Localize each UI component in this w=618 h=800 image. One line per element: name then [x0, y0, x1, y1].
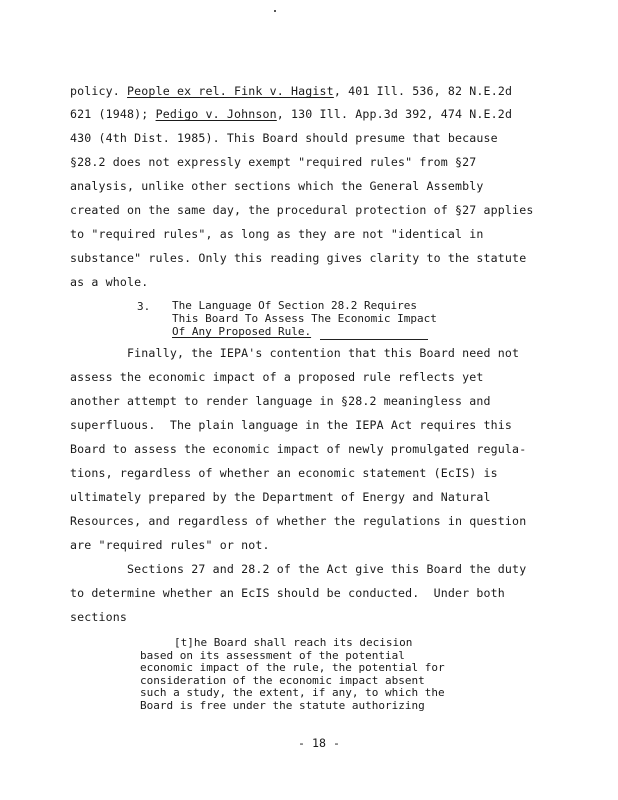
quote-line: [t]he Board shall reach its decision — [174, 636, 413, 649]
body-text: , 401 Ill. 536, 82 N.E.2d — [333, 84, 513, 98]
page-number: - 18 - — [298, 736, 340, 750]
body-line — [70, 251, 526, 265]
quote-line: based on its assessment of the potential — [140, 648, 405, 662]
heading-rule — [320, 339, 428, 340]
section-title-line: This Board To Assess The Economic Impact — [172, 312, 437, 325]
body-text: §28.2 does not expressly exempt "required rules" from §27 — [70, 155, 477, 169]
body-line — [70, 227, 484, 241]
body-line: ultimately prepared by the Department of Energy and Natural — [70, 490, 491, 504]
section-title-line: The Language Of Section 28.2 Requires — [172, 299, 418, 312]
body-text: 430 (4th Dist. 1985). This Board should presume that because — [70, 131, 498, 145]
quote-line: Board is free under the statute authorizing — [140, 698, 425, 712]
quote-line: such a study, the extent, if any, to which the — [140, 686, 445, 700]
body-line: Sections 27 and 28.2 of the Act give this Board the duty — [70, 562, 527, 576]
body-line — [70, 155, 476, 169]
body-text: substance" rules. Only this reading gives clarity to the statute — [70, 251, 527, 265]
body-text: 621 (1948); — [70, 107, 156, 121]
body-line: Board to assess the economic impact of newly promulgated regula- — [70, 442, 527, 456]
body-text: , 130 Ill. App.3d 392, 474 N.E.2d — [276, 107, 513, 121]
quote-line: consideration of the economic impact absent — [140, 673, 425, 687]
case-citation: Pedigo v. Johnson — [155, 107, 277, 121]
body-line: Finally, the IEPA's contention that this Board need not — [70, 346, 520, 360]
body-line: another attempt to render language in §28.2 meaningless and — [70, 394, 491, 408]
body-line — [70, 107, 512, 121]
quote-line: economic impact of the rule, the potential for — [140, 661, 445, 675]
body-text: analysis, unlike other sections which the General Assembly — [70, 179, 484, 193]
body-line: assess the economic impact of a proposed rule reflects yet — [70, 370, 484, 384]
body-line: are "required rules" or not. — [70, 538, 270, 552]
section-title-line: Of Any Proposed Rule. — [172, 325, 312, 338]
block-quote — [140, 637, 445, 713]
body-line — [70, 131, 498, 145]
body-line: to determine whether an EcIS should be conducted. Under both — [70, 586, 505, 600]
body-text: created on the same day, the procedural protection of §27 applies — [70, 203, 534, 217]
body-line: sections — [70, 610, 128, 624]
body-line — [70, 84, 512, 98]
body-line — [70, 275, 148, 289]
body-text: policy. — [70, 84, 128, 98]
body-text: to "required rules", as long as they are not "identical in — [70, 227, 484, 241]
scan-speck — [274, 10, 276, 12]
body-line: Resources, and regardless of whether the regulations in question — [70, 514, 527, 528]
section-number: 3. — [137, 300, 151, 313]
case-citation: People ex rel. Fink v. Hagist — [127, 84, 334, 98]
body-line: superfluous. The plain language in the IEPA Act requires this — [70, 418, 513, 432]
body-line: tions, regardless of whether an economic statement (EcIS) is — [70, 466, 498, 480]
body-line — [70, 203, 533, 217]
body-line — [70, 179, 484, 193]
body-text: as a whole. — [70, 275, 149, 289]
